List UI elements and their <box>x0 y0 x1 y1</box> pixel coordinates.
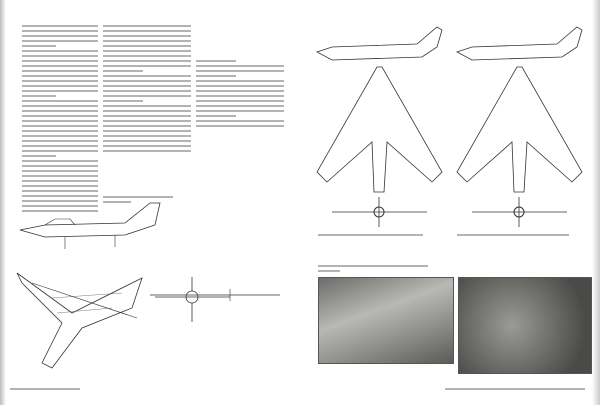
text-line <box>103 150 191 152</box>
text-line <box>103 85 191 87</box>
text-line <box>103 35 191 37</box>
text-line <box>22 135 98 137</box>
text-line <box>103 135 191 137</box>
text-line <box>196 65 284 67</box>
text-line <box>103 70 143 72</box>
footer-left <box>10 388 80 393</box>
spec-table <box>196 60 284 130</box>
text-line <box>103 50 191 52</box>
text-line <box>196 115 236 117</box>
text-line <box>103 130 191 132</box>
drawing-caption-right <box>457 234 569 239</box>
page-edge-shadow <box>0 0 6 405</box>
photo-caption <box>318 265 428 275</box>
page-edge-shadow <box>592 0 600 405</box>
text-line <box>103 40 191 42</box>
side-view-drawing <box>15 185 165 255</box>
text-line <box>22 130 98 132</box>
text-line <box>196 105 284 107</box>
text-line <box>196 75 236 77</box>
text-line <box>103 120 191 122</box>
text-line <box>22 30 98 32</box>
text-line <box>22 140 98 142</box>
text-column-2 <box>103 25 191 155</box>
text-line <box>103 140 191 142</box>
text-line <box>22 65 98 67</box>
text-line <box>103 105 191 107</box>
aircraft-drawing-right <box>452 22 590 227</box>
text-line <box>196 95 284 97</box>
text-line <box>103 45 191 47</box>
text-line <box>103 90 191 92</box>
text-line <box>103 100 143 102</box>
text-line <box>196 60 236 62</box>
text-line <box>103 115 191 117</box>
text-line <box>103 55 191 57</box>
text-line <box>22 110 98 112</box>
text-line <box>196 120 284 122</box>
footer-right <box>445 388 585 393</box>
text-line <box>22 170 98 172</box>
text-line <box>22 120 98 122</box>
text-line <box>22 175 98 177</box>
text-line <box>22 165 98 167</box>
text-line <box>196 85 284 87</box>
text-line <box>196 110 284 112</box>
text-line <box>196 90 284 92</box>
text-line <box>22 35 98 37</box>
text-line <box>22 45 56 47</box>
side-profile-drawing <box>150 285 285 305</box>
text-line <box>22 70 98 72</box>
text-line <box>196 100 284 102</box>
text-line <box>103 25 191 27</box>
text-line <box>22 25 98 27</box>
text-line <box>103 95 191 97</box>
text-line <box>22 60 98 62</box>
text-line <box>22 160 98 162</box>
text-line <box>22 145 98 147</box>
text-line <box>103 110 191 112</box>
text-line <box>22 40 98 42</box>
text-line <box>103 30 191 32</box>
text-line <box>22 85 98 87</box>
text-line <box>196 80 284 82</box>
text-line <box>22 90 98 92</box>
text-line <box>22 105 98 107</box>
text-line <box>22 55 98 57</box>
text-line <box>22 150 98 152</box>
aircraft-drawing-left <box>312 22 447 227</box>
right-page <box>300 0 600 405</box>
text-line <box>103 75 191 77</box>
text-line <box>103 80 191 82</box>
text-line <box>196 70 284 72</box>
drawing-caption-left <box>318 234 423 239</box>
text-line <box>22 50 98 52</box>
text-line <box>22 95 56 97</box>
text-line <box>22 115 98 117</box>
text-line <box>22 75 98 77</box>
text-line <box>22 125 98 127</box>
text-line <box>196 125 284 127</box>
text-line <box>22 100 98 102</box>
text-line <box>103 65 191 67</box>
text-line <box>103 145 191 147</box>
text-line <box>22 155 56 157</box>
plan-view-drawing <box>12 258 147 373</box>
text-line <box>103 60 191 62</box>
text-line <box>22 80 98 82</box>
fuselage-mockup-photo <box>318 277 454 364</box>
cockpit-mockup-photo <box>458 277 592 374</box>
text-line <box>103 125 191 127</box>
text-line <box>22 180 98 182</box>
